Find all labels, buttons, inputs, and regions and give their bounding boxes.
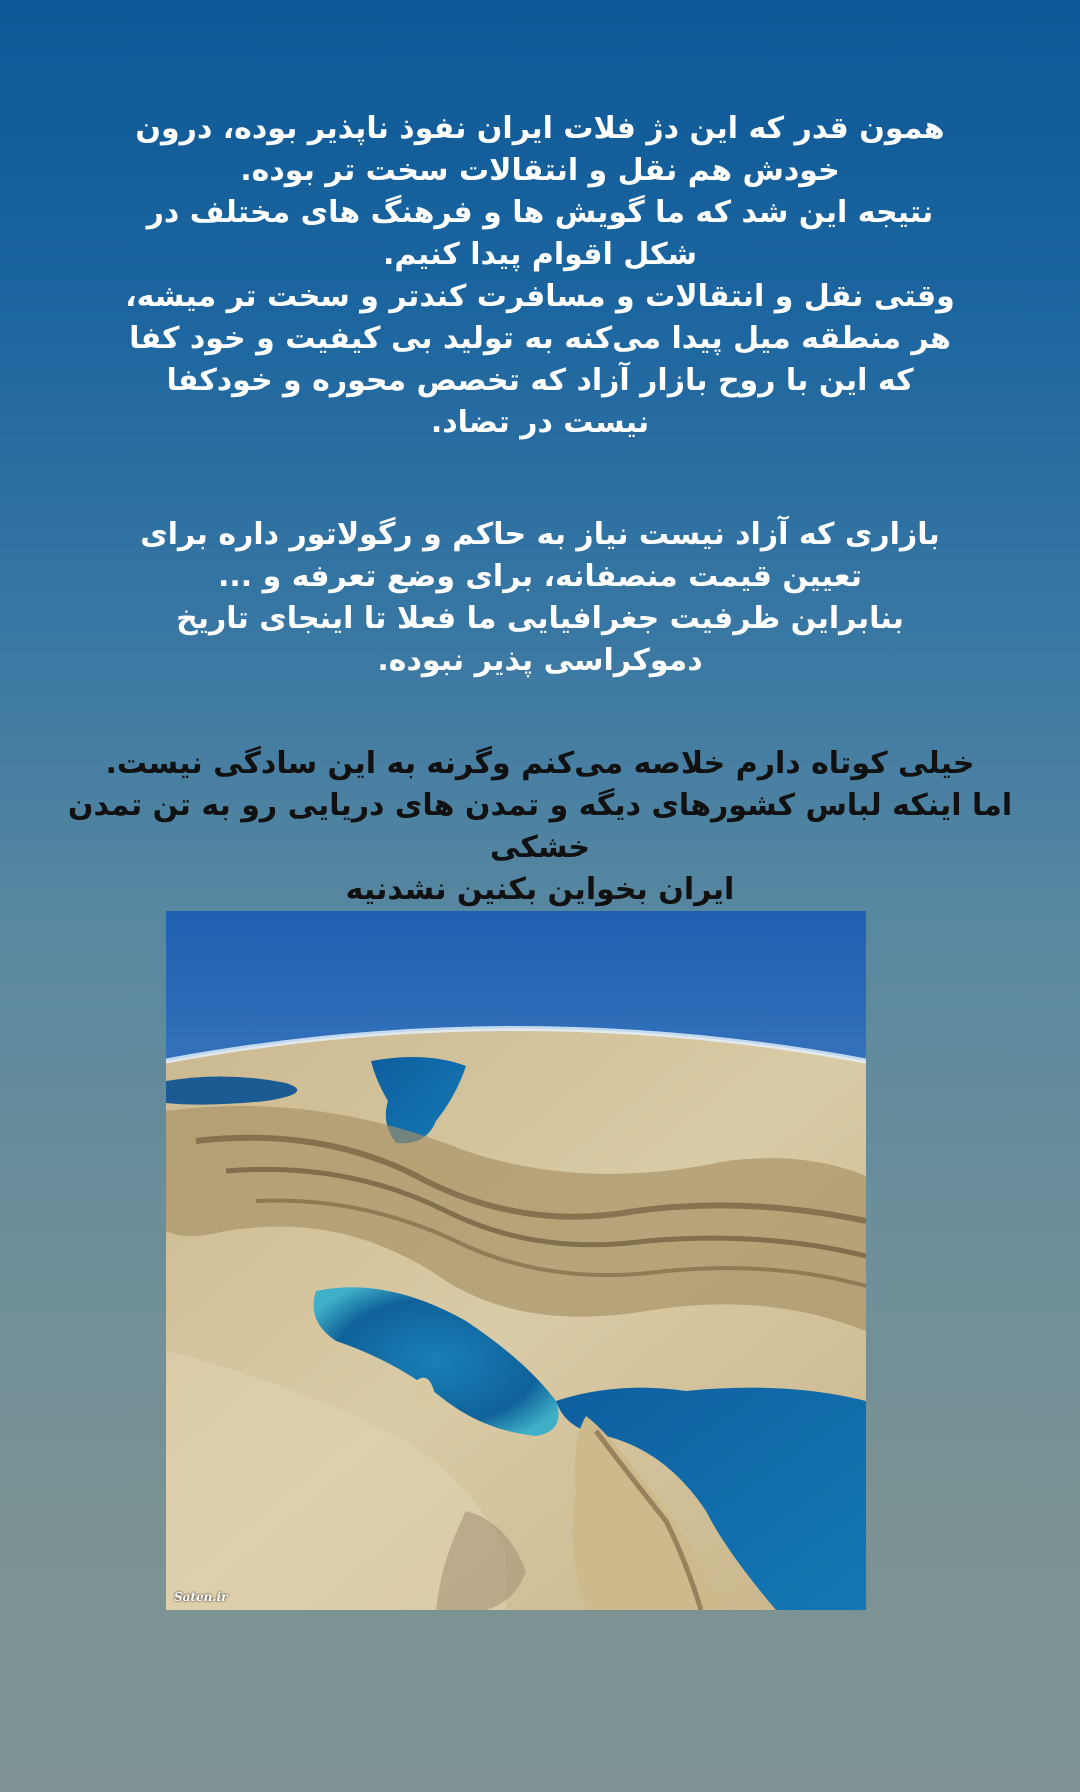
watermark-saten: Saten.ir [174,1590,228,1604]
story-text-paragraph-1: همون قدر که این دژ فلات ایران نفوذ ناپذیر بوده، درون خودش هم نقل و انتقالات سخت تر بوده. نتیجه این شد که ما گویش ها و فرهنگ های مختلف در شکل اقوام پیدا کنیم. وقتی نقل و انتقالات و مسافرت کندتر و سخت تر میشه، هر منطقه میل پیدا می‌کنه به تولید بی کیفیت و خود کفا که این با روح بازار آزاد که تخصص محوره و خودکفا نیست در تضاد. [125,111,955,440]
map-illustration [166,911,866,1610]
iran-relief-map-image [166,911,866,1610]
story-text-paragraph-2: بازاری که آزاد نیست نیاز به حاکم و رگولاتور داره برای تعیین قیمت منصفانه، برای وضع تعرفه و ... بنابراین ظرفیت جغرافیایی ما فعلا تا اینجای تاریخ دموکراسی پذیر نبوده. [140,517,940,678]
story-text-paragraph-3: خیلی کوتاه دارم خلاصه می‌کنم وگرنه به این سادگی نیست. اما اینکه لباس کشورهای دیگه و تمدن های دریایی رو به تن تمدن خشکی ایران بخواین بکنین نشدنیه [67,746,1013,907]
